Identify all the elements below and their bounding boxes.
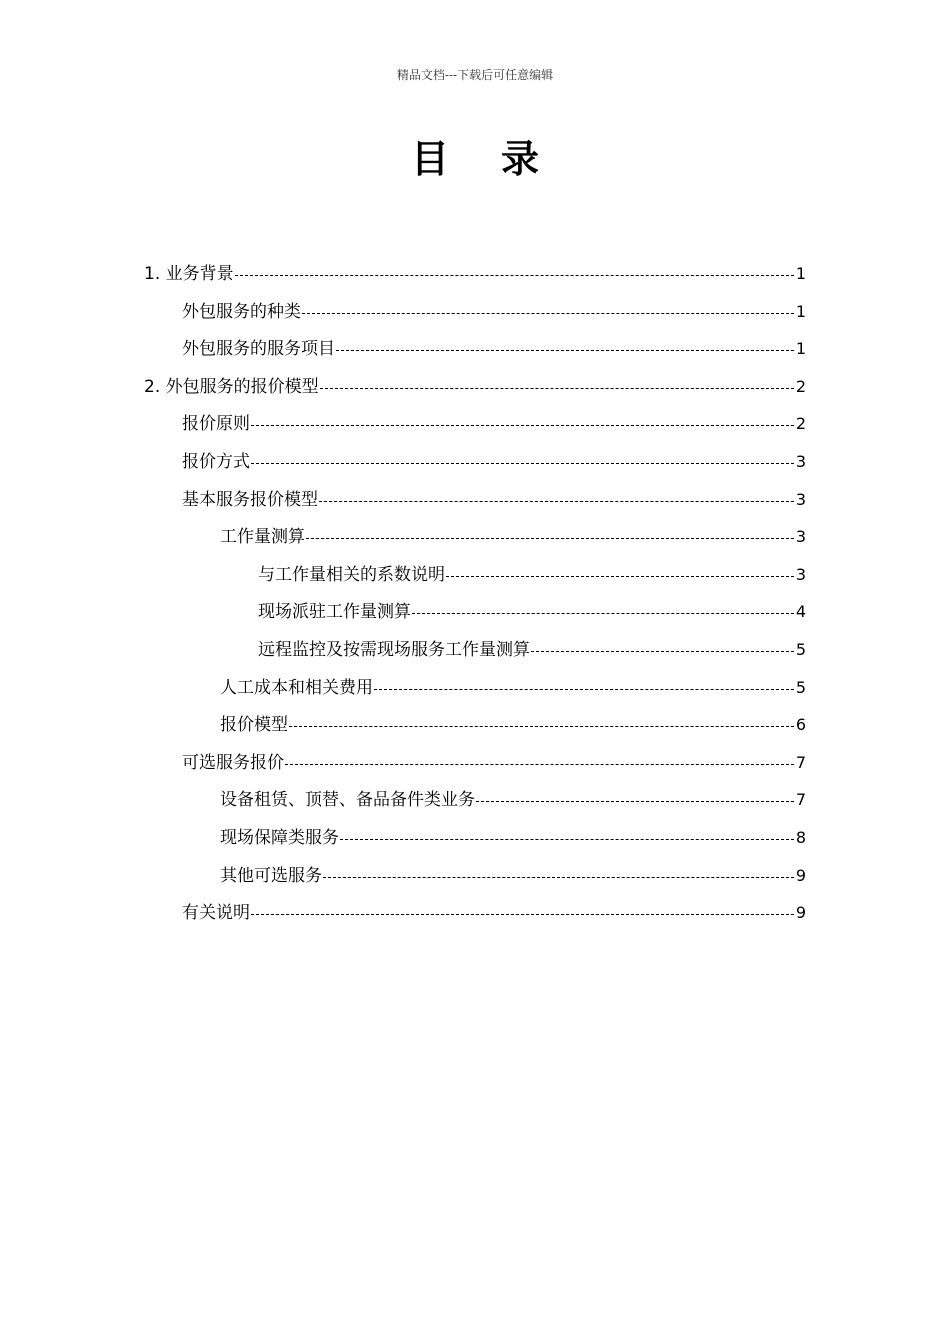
toc-leader-line [476, 801, 794, 802]
toc-leader-line [531, 651, 794, 652]
toc-entry[interactable] [220, 676, 806, 700]
toc-entry-page-number: 3 [795, 565, 806, 584]
toc-entry[interactable] [182, 412, 806, 436]
toc-entry-page-number: 7 [795, 753, 806, 772]
toc-entry-page-number: 5 [795, 678, 806, 697]
toc-entry[interactable] [220, 713, 806, 737]
toc-entry-page-number: 3 [795, 452, 806, 471]
toc-entry[interactable] [182, 488, 806, 512]
toc-entry-title: 2. 外包服务的报价模型 [144, 377, 319, 397]
toc-entry-title: 报价模型 [220, 715, 288, 735]
toc-entry-title: 外包服务的服务项目 [182, 339, 335, 359]
toc-entry[interactable] [258, 563, 806, 587]
toc-leader-line [319, 501, 794, 502]
toc-leader-line [251, 463, 794, 464]
toc-entry-title: 1. 业务背景 [144, 264, 234, 284]
toc-entry[interactable] [182, 901, 806, 925]
toc-leader-line [336, 350, 794, 351]
toc-leader-line [306, 538, 794, 539]
toc-entry-title: 有关说明 [182, 903, 250, 923]
toc-leader-line [412, 613, 794, 614]
toc-entry[interactable] [182, 300, 806, 324]
toc-entry-title: 可选服务报价 [182, 753, 284, 773]
toc-leader-line [251, 914, 794, 915]
toc-entry-page-number: 8 [795, 828, 806, 847]
toc-entry-page-number: 3 [795, 527, 806, 546]
toc-entry-page-number: 6 [795, 715, 806, 734]
toc-entry-page-number: 7 [795, 790, 806, 809]
toc-entry-title: 基本服务报价模型 [182, 490, 318, 510]
toc-entry-title: 人工成本和相关费用 [220, 678, 373, 698]
toc-leader-line [446, 576, 794, 577]
toc-entry-page-number: 1 [795, 339, 806, 358]
toc-entry-title: 现场派驻工作量测算 [258, 602, 411, 622]
toc-leader-line [302, 313, 794, 314]
toc-leader-line [320, 388, 794, 389]
toc-entry[interactable] [182, 751, 806, 775]
toc-leader-line [323, 877, 794, 878]
toc-entry-page-number: 2 [795, 377, 806, 396]
toc-entry-title: 远程监控及按需现场服务工作量测算 [258, 640, 530, 660]
toc-entry-title: 其他可选服务 [220, 866, 322, 886]
toc-leader-line [251, 425, 794, 426]
page-header: 精品文档---下载后可任意编辑 [396, 68, 554, 82]
toc-entry[interactable] [220, 826, 806, 850]
toc-entry[interactable] [182, 337, 806, 361]
toc-entry-page-number: 2 [795, 414, 806, 433]
toc-entry-title: 工作量测算 [220, 527, 305, 547]
toc-entry[interactable] [144, 262, 806, 286]
toc-entry[interactable] [220, 864, 806, 888]
toc-leader-line [235, 275, 794, 276]
toc-entry[interactable] [182, 450, 806, 474]
toc-leader-line [374, 689, 794, 690]
toc-entry-title: 现场保障类服务 [220, 828, 339, 848]
toc-leader-line [340, 839, 794, 840]
toc-entry-page-number: 1 [795, 302, 806, 321]
toc-entry-page-number: 5 [795, 640, 806, 659]
toc-entry-page-number: 9 [795, 866, 806, 885]
toc-entry[interactable] [258, 600, 806, 624]
toc-entry[interactable] [144, 375, 806, 399]
toc-entry[interactable] [220, 788, 806, 812]
toc-entry-page-number: 1 [795, 264, 806, 283]
page-title: 目录 [410, 137, 591, 181]
toc-entry-page-number: 9 [795, 903, 806, 922]
toc-entry-title: 报价原则 [182, 414, 250, 434]
toc-entry[interactable] [258, 638, 806, 662]
toc-leader-line [289, 726, 794, 727]
toc-entry-page-number: 3 [795, 490, 806, 509]
toc-entry-title: 设备租赁、顶替、备品备件类业务 [220, 790, 475, 810]
toc-entry-title: 报价方式 [182, 452, 250, 472]
toc-leader-line [285, 764, 794, 765]
toc-entry-title: 与工作量相关的系数说明 [258, 565, 445, 585]
toc-entry-title: 外包服务的种类 [182, 302, 301, 322]
toc-entry[interactable] [220, 525, 806, 549]
toc-entry-page-number: 4 [795, 602, 806, 621]
